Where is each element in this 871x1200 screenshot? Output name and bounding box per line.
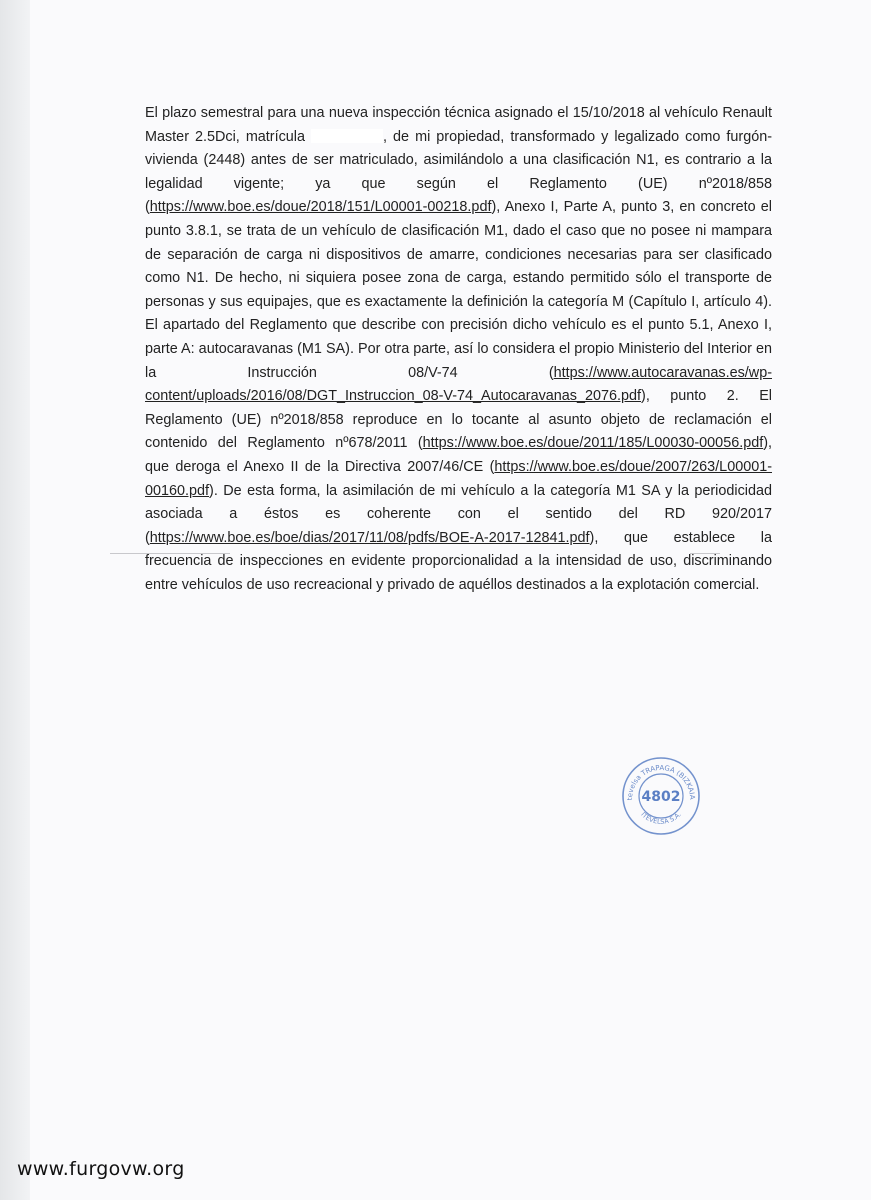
link-boe-2011[interactable]: https://www.boe.es/doue/2011/185/L00030-00056.pdf [422,435,764,452]
svg-text:ITEVELSA S.A. [639,811,682,826]
text-segment: , de mi propiedad, transformado y legalizado como furgón-vivienda (2448) antes de ser matriculado, asimilándolo a una clasificación N1, es contrario a la legalidad vigente; ya que según el Reglamento (UE) nº2018/858 ( [145,128,772,216]
stamp-bottom-text: ITEVELSA S.A. [639,810,683,826]
text-segment: ), que deroga el Anexo II de la Directiva 2007/46/CE ( [145,435,772,475]
link-boe-2018[interactable]: https://www.boe.es/doue/2018/151/L00001-00218.pdf [149,199,492,216]
link-dgt-instruccion[interactable]: https://www.autocaravanas.es/wp-content/uploads/2016/08/DGT_Instruccion_08-V-74_Autocaravanas_2076.pdf [145,364,772,405]
link-boe-rd-920[interactable]: https://www.boe.es/boe/dias/2017/11/08/pdfs/BOE-A-2017-12841.pdf [149,529,590,546]
stamp-seal-icon [620,755,702,837]
text-segment: El plazo semestral para una nueva inspección técnica asignado el 15/10/2018 al vehículo Renault Master 2.5Dci, matrícula [145,105,772,145]
redacted-plate-number [311,129,383,143]
text-segment: ), que establece la frecuencia de inspecciones en evidente proporcionalidad a la intensidad de uso, discriminando entre vehículos de uso recreacional y privado de aquéllos destinados a la explotación comercial. [145,529,772,593]
text-segment: ), Anexo I, Parte A, punto 3, en concreto el punto 3.8.1, se trata de un vehículo de clasificación M1, dado el caso que no posee ni mampara de separación de carga ni dispositivos de amarre, condiciones necesarias para ser clasificado como N1. De hecho, ni siquiera posee zona de carga, estando permitido sólo el transporte de personas y sus equipajes, que es exactamente la definición la categoría M (Capítulo I, artículo 4). El apartado del Reglamento que describe con precisión dicho vehículo es el punto 5.1, Anexo I, parte A: autocaravanas (M1 SA). Por otra parte, así lo considera el propio Ministerio del Interior en la Instrucción 08/V-74 ( [145,199,772,381]
stamp-number: 4802 [641,789,681,805]
text-segment: ). De esta forma, la asimilación de mi vehículo a la categoría M1 SA y la periodicidad asociada a éstos es coherente con el sentido del RD 920/2017 ( [145,482,772,546]
text-segment: ), punto 2. El Reglamento (UE) nº2018/858 reproduce en lo tocante al asunto objeto de reclamación el contenido del Reglamento nº678/2011 ( [145,388,772,452]
body-paragraph [145,102,772,597]
scan-edge [0,0,30,1200]
link-boe-2007[interactable]: https://www.boe.es/doue/2007/263/L00001-00160.pdf [145,458,772,499]
official-stamp [620,755,702,842]
stamp-top-text: tevelsa TRAPAGA (BIZKAIA [625,763,697,801]
watermark: www.furgovw.org [17,1158,185,1180]
